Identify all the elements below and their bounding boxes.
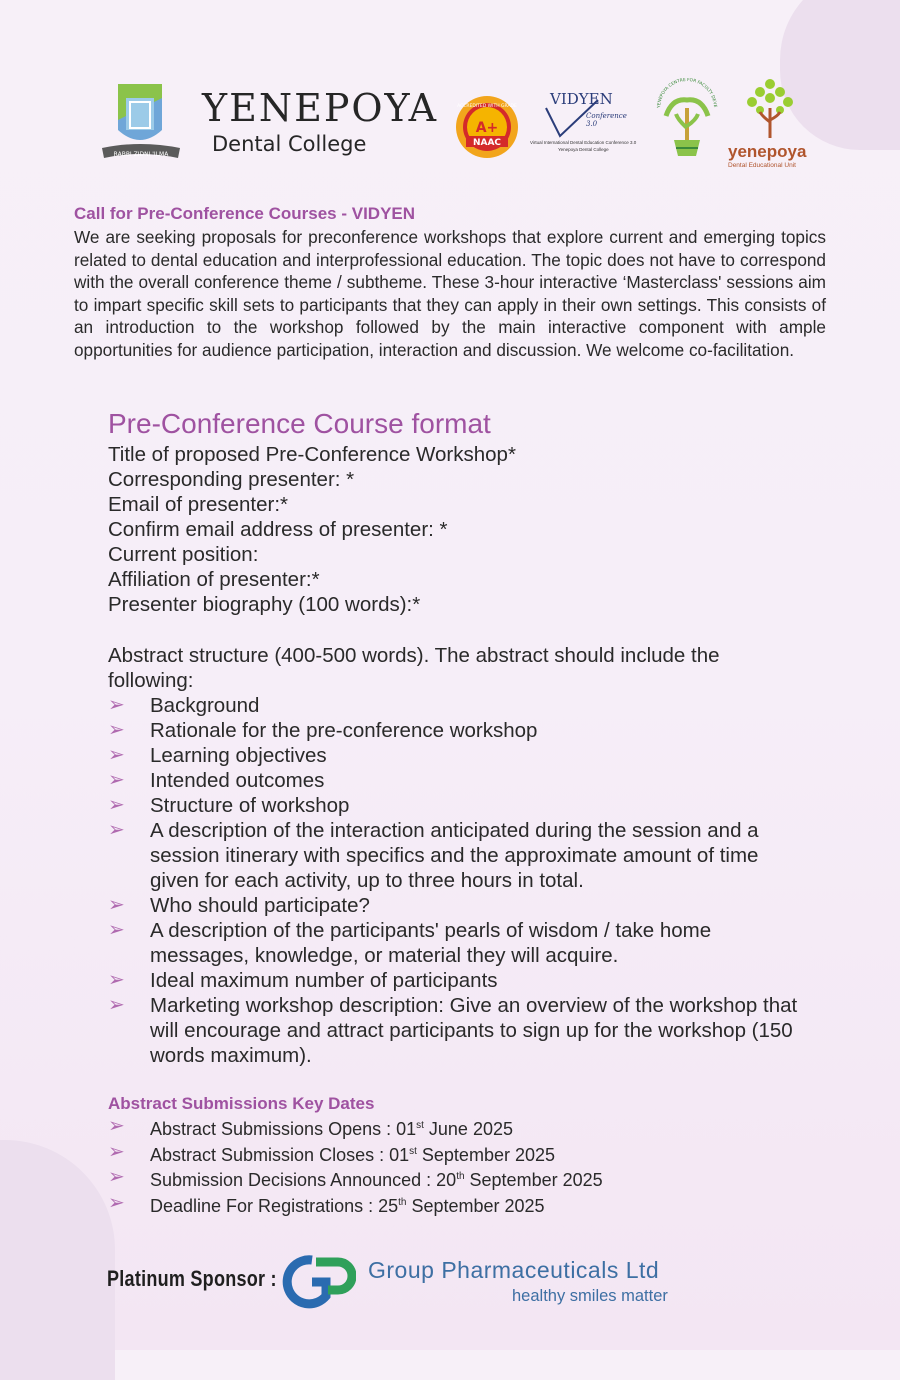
- arrow-bullet-icon: ➢: [108, 744, 125, 766]
- key-date-ordinal: th: [398, 1196, 407, 1208]
- key-date-rest: June 2025: [423, 1119, 513, 1139]
- faculty-development-tree-logo: [652, 78, 722, 168]
- arrow-bullet-icon: ➢: [108, 894, 125, 916]
- key-date-label: Submission Decisions Announced : 20: [150, 1170, 457, 1191]
- arrow-bullet-icon: ➢: [108, 819, 125, 841]
- list-item: [108, 818, 798, 893]
- arrow-bullet-icon: ➢: [108, 1166, 125, 1189]
- list-item: [108, 968, 798, 993]
- tree-dots-icon: [740, 78, 800, 140]
- key-date-ordinal: th: [456, 1171, 465, 1183]
- list-item-text: Who should participate?: [150, 894, 370, 917]
- vidyen-line2: Yenepoya Dental College: [558, 147, 609, 152]
- format-field: Affiliation of presenter:*: [108, 568, 320, 591]
- format-field: Current position:: [108, 543, 259, 566]
- list-item-text: Structure of workshop: [150, 794, 350, 817]
- list-item-text: Learning objectives: [150, 744, 327, 767]
- format-field: Corresponding presenter: *: [108, 468, 355, 491]
- list-item: [108, 743, 798, 768]
- arrow-bullet-icon: ➢: [108, 1115, 125, 1137]
- yenepoya-unit-tag: Dental Educational Unit: [728, 162, 796, 169]
- abstract-intro: Abstract structure (400-500 words). The abstract should include the following:: [108, 644, 720, 692]
- key-date-rest: September 2025: [416, 1144, 555, 1165]
- key-date-label: Deadline For Registrations : 25: [150, 1195, 399, 1216]
- yenepoya-unit-name: yenepoya: [728, 142, 807, 161]
- arrow-bullet-icon: ➢: [108, 1191, 125, 1214]
- arrow-bullet-icon: ➢: [108, 994, 125, 1016]
- key-date-item: [108, 1166, 603, 1192]
- group-pharma-logo-icon: [282, 1252, 356, 1310]
- key-date-item: [108, 1115, 603, 1141]
- key-date-rest: September 2025: [406, 1195, 545, 1216]
- naac-top-text: ACCREDITED WITH GRADE: [457, 104, 517, 109]
- naac-badge: [454, 94, 520, 160]
- key-date-label: Abstract Submission Closes : 01: [150, 1144, 410, 1165]
- key-date-rest: September 2025: [464, 1170, 603, 1191]
- arrow-bullet-icon: ➢: [108, 969, 125, 991]
- list-item-text: Ideal maximum number of participants: [150, 969, 498, 992]
- list-item: [108, 918, 798, 968]
- list-item: [108, 693, 798, 718]
- format-field: Confirm email address of presenter: *: [108, 518, 448, 541]
- list-item-text: Background: [150, 694, 260, 717]
- key-dates-list: [108, 1115, 603, 1217]
- list-item-text: A description of the interaction anticipated during the session and a session itinerary with specifics and the approximate amount of time given for each activity, up to three hours in total.: [150, 819, 759, 892]
- naac-label: NAAC: [472, 138, 502, 148]
- key-date-ordinal: st: [409, 1145, 417, 1157]
- key-dates-title: Abstract Submissions Key Dates: [108, 1094, 375, 1113]
- format-title: Pre-Conference Course format: [108, 408, 491, 439]
- vidyen-version: Conference 3.0: [586, 112, 627, 128]
- key-date-label: Abstract Submissions Opens : 01: [150, 1119, 417, 1139]
- key-date-ordinal: st: [416, 1120, 424, 1131]
- arrow-bullet-icon: ➢: [108, 794, 125, 816]
- header-logos: [0, 72, 900, 182]
- sponsor-tagline: healthy smiles matter: [512, 1287, 668, 1305]
- shield-motto: RABBI ZIDNI 'ILMA: [113, 151, 169, 158]
- key-date-item: [108, 1141, 603, 1167]
- call-title: Call for Pre-Conference Courses - VIDYEN: [74, 204, 416, 223]
- arrow-bullet-icon: ➢: [108, 1140, 125, 1163]
- abstract-bullets-list: [108, 693, 798, 1068]
- list-item: [108, 768, 798, 793]
- college-shield-logo: [96, 78, 186, 170]
- list-item-text: Intended outcomes: [150, 769, 325, 792]
- list-item-text: Rationale for the pre-conference workshop: [150, 719, 538, 742]
- tree-logo-text: YENEPOYA CENTRE FOR FACULTY DEVE: [656, 78, 718, 109]
- dental-education-unit-logo: [726, 78, 816, 178]
- sponsor-name: Group Pharmaceuticals Ltd: [368, 1257, 660, 1283]
- list-item: [108, 993, 798, 1068]
- college-subtitle: Dental College: [212, 132, 367, 156]
- arrow-bullet-icon: ➢: [108, 919, 125, 941]
- vidyen-title: VIDYEN: [550, 90, 613, 108]
- list-item: [108, 718, 798, 743]
- list-item: [108, 793, 798, 818]
- format-field: Email of presenter:*: [108, 493, 289, 516]
- decorative-corner-bottom-left: [0, 1140, 115, 1380]
- format-field: Presenter biography (100 words):*: [108, 593, 421, 616]
- format-field: Title of proposed Pre-Conference Workshop*: [108, 443, 516, 466]
- list-item: [108, 893, 798, 918]
- call-body: We are seeking proposals for preconference workshops that explore current and emerging topics related to dental education and interprofessional education. The topic does not have to correspond with the overall conference theme / subtheme. These 3-hour interactive ‘Masterclass' sessions aim to impart specific skill sets to participants that they can apply in their own settings. This consists of an introduction to the workshop followed by the main interactive component with ample opportunities for audience participation, interaction and discussion. We welcome co-facilitation.: [74, 227, 826, 360]
- list-item-text: A description of the participants' pearls of wisdom / take home messages, knowledge, or material they will acquire.: [150, 919, 712, 967]
- format-fields-list: [108, 442, 516, 617]
- vidyen-logo: [528, 90, 638, 160]
- vidyen-line1: Virtual International Dental Education Conference 3.0: [530, 140, 637, 145]
- arrow-bullet-icon: ➢: [108, 769, 125, 791]
- arrow-bullet-icon: ➢: [108, 719, 125, 741]
- key-date-item: [108, 1192, 603, 1218]
- list-item-text: Marketing workshop description: Give an overview of the workshop that will encourage and attract participants to sign up for the workshop (150 words maximum).: [150, 994, 798, 1067]
- sponsor-label: Platinum Sponsor :: [107, 1266, 277, 1291]
- college-name: YENEPOYA: [202, 86, 439, 130]
- arrow-bullet-icon: ➢: [108, 694, 125, 716]
- naac-grade: A+: [475, 120, 499, 136]
- svg-text:YENEPOYA CENTRE FOR FACULTY DE: [652, 78, 718, 109]
